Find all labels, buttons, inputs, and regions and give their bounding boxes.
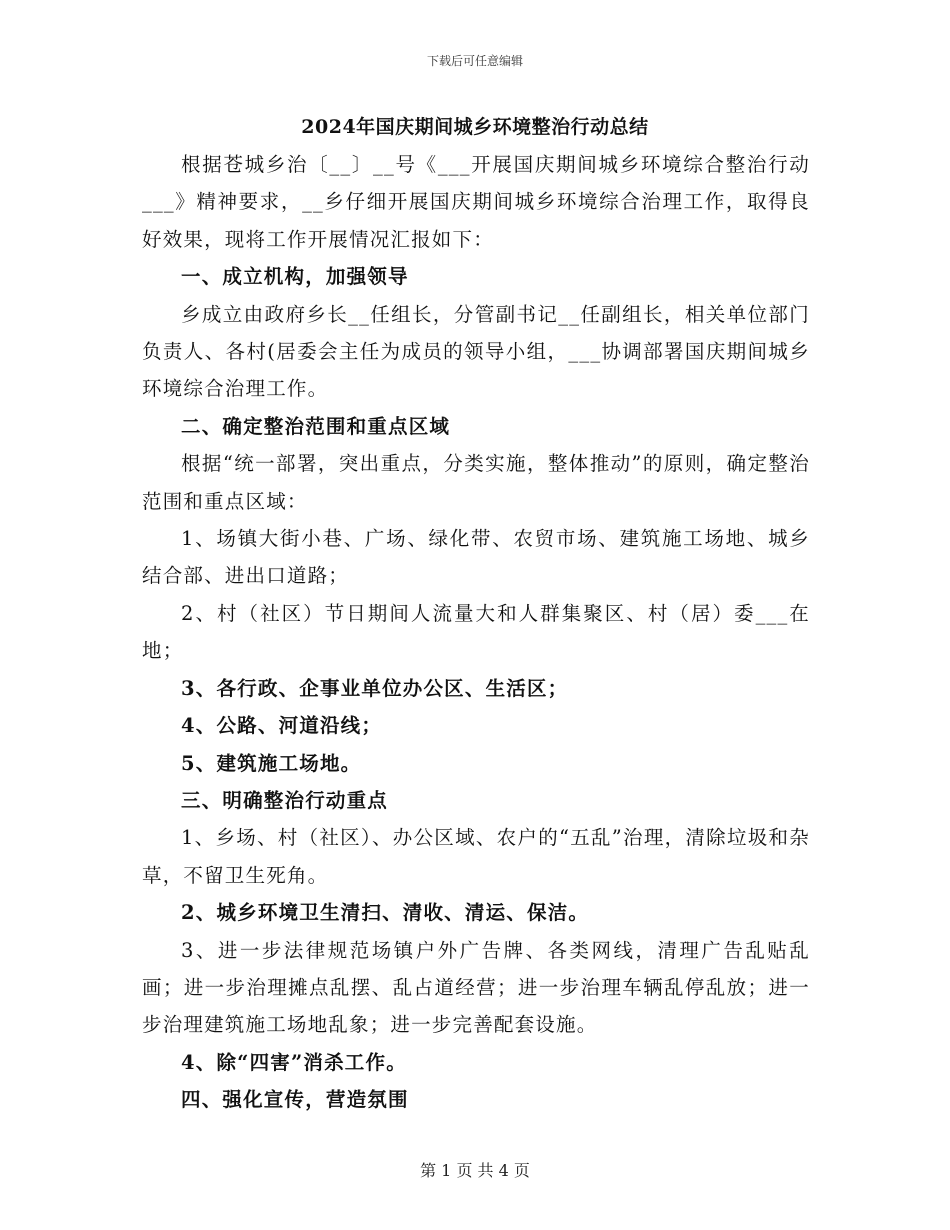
list-item: 4、除“四害”消杀工作。 — [181, 1050, 407, 1074]
section-1-paragraph: 乡成立由政府乡长__任组长，分管副书记__任副组长，相关单位部门负责人、各村(居委会主任为成员的领导小组，___协调部署国庆期间城乡环境综合治理工作。 — [142, 302, 810, 401]
section-2-paragraph: 根据“统一部署，突出重点，分类实施，整体推动”的原则，确定整治范围和重点区域： — [142, 452, 810, 513]
list-item: 3、各行政、企事业单位办公区、生活区； — [181, 676, 569, 700]
list-item: 1、场镇大街小巷、广场、绿化带、农贸市场、建筑施工场地、城乡结合部、进出口道路； — [142, 527, 810, 588]
list-item: 2、城乡环境卫生清扫、清收、清运、保洁。 — [181, 901, 590, 925]
list-item: 1、乡场、村（社区）、办公区域、农户的“五乱”治理，清除垃圾和杂草，不留卫生死角。 — [142, 826, 810, 887]
document-body — [142, 146, 810, 1119]
document-title: 2024年国庆期间城乡环境整治行动总结 — [301, 116, 649, 138]
intro-paragraph: 根据苍城乡治〔__〕__号《___开展国庆期间城乡环境综合整治行动___》精神要求，__乡仔细开展国庆期间城乡环境综合治理工作，取得良好效果，现将工作开展情况汇报如下： — [142, 153, 810, 251]
list-item: 3、进一步法律规范场镇户外广告牌、各类网线，清理广告乱贴乱画；进一步治理摊点乱摆、乱占道经营；进一步治理车辆乱停乱放；进一步治理建筑施工场地乱象；进一步完善配套设施。 — [142, 938, 810, 1037]
list-item: 4、公路、河道沿线； — [181, 714, 383, 738]
section-heading-4: 四、强化宣传，营造氛围 — [181, 1088, 409, 1112]
section-heading-2: 二、确定整治范围和重点区域 — [181, 414, 451, 438]
page-number-footer: 第 1 页 共 4 页 — [420, 1161, 530, 1180]
page-header-note: 下载后可任意编辑 — [426, 54, 523, 68]
list-item: 2、村（社区）节日期间人流量大和人群集聚区、村（居）委___在地； — [142, 601, 810, 663]
list-item: 5、建筑施工场地。 — [181, 751, 362, 775]
section-heading-3: 三、明确整治行动重点 — [181, 788, 389, 812]
section-heading-1: 一、成立机构，加强领导 — [181, 265, 409, 289]
